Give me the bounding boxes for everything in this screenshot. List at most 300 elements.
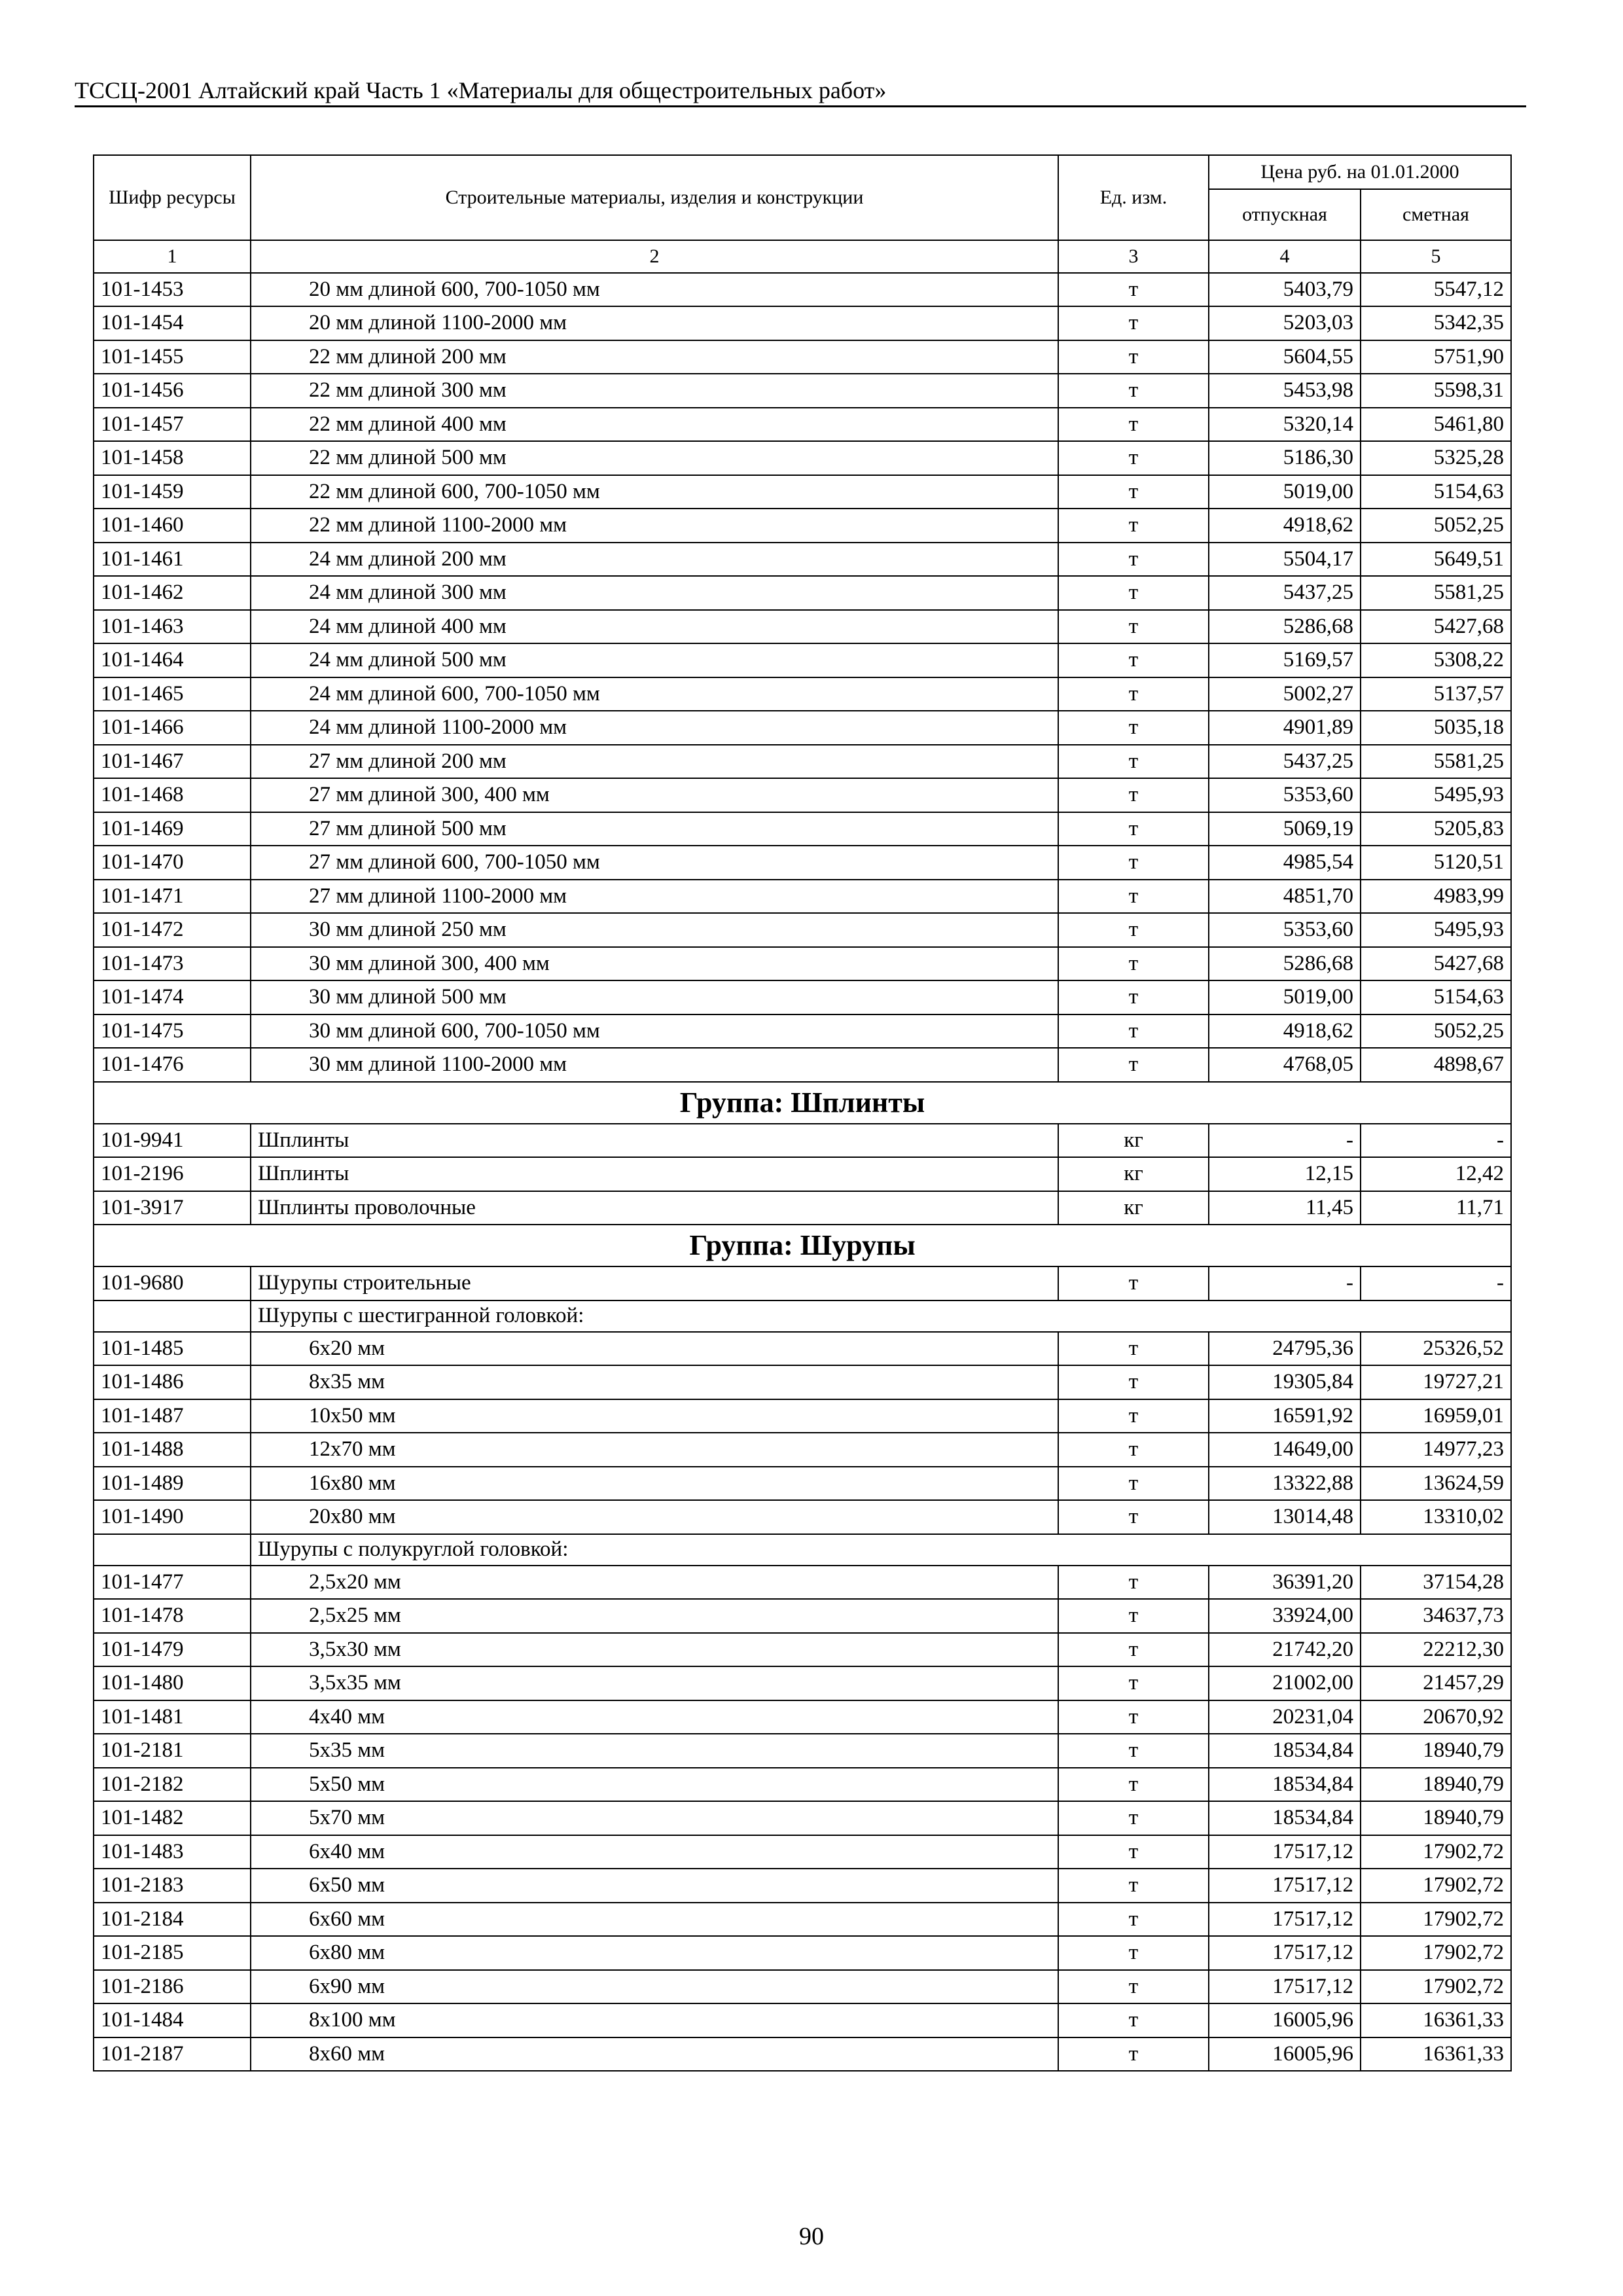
name-cell: 22 мм длиной 600, 700-1050 мм xyxy=(251,475,1058,509)
table-row xyxy=(94,1666,1511,1700)
code-cell: 101-1479 xyxy=(94,1633,251,1667)
table-row xyxy=(94,340,1511,374)
estimate-price-cell: 5495,93 xyxy=(1361,913,1511,947)
unit-cell: т xyxy=(1058,913,1209,947)
estimate-price-cell: 22212,30 xyxy=(1361,1633,1511,1667)
table-body xyxy=(94,273,1511,2072)
estimate-price-cell: 5052,25 xyxy=(1361,509,1511,543)
code-cell: 101-2184 xyxy=(94,1903,251,1937)
release-price-cell: 17517,12 xyxy=(1209,1970,1361,2004)
estimate-price-cell: 4898,67 xyxy=(1361,1048,1511,1082)
code-cell xyxy=(94,1534,251,1566)
estimate-price-cell: 13624,59 xyxy=(1361,1467,1511,1501)
estimate-price-cell: 5598,31 xyxy=(1361,374,1511,408)
name-cell: 5х70 мм xyxy=(251,1801,1058,1835)
release-price-cell: 17517,12 xyxy=(1209,1903,1361,1937)
table-row xyxy=(94,1433,1511,1467)
group-row xyxy=(94,1082,1511,1124)
table-row xyxy=(94,1801,1511,1835)
table-row xyxy=(94,374,1511,408)
unit-cell: т xyxy=(1058,2003,1209,2037)
name-cell: 24 мм длиной 400 мм xyxy=(251,610,1058,644)
table-row xyxy=(94,610,1511,644)
estimate-price-cell: 5325,28 xyxy=(1361,441,1511,475)
column-number: 4 xyxy=(1209,240,1361,273)
table-row xyxy=(94,1332,1511,1366)
table-row xyxy=(94,947,1511,981)
table-row xyxy=(94,711,1511,745)
unit-cell: т xyxy=(1058,1768,1209,1802)
code-cell: 101-2185 xyxy=(94,1936,251,1970)
table-row xyxy=(94,1048,1511,1082)
estimate-price-cell: 11,71 xyxy=(1361,1191,1511,1225)
name-cell: 22 мм длиной 500 мм xyxy=(251,441,1058,475)
table-row xyxy=(94,1936,1511,1970)
table-row xyxy=(94,543,1511,577)
release-price-cell: 18534,84 xyxy=(1209,1801,1361,1835)
code-cell: 101-1484 xyxy=(94,2003,251,2037)
release-price-cell: 17517,12 xyxy=(1209,1936,1361,1970)
unit-cell: т xyxy=(1058,745,1209,779)
code-cell: 101-1462 xyxy=(94,576,251,610)
table-row xyxy=(94,1467,1511,1501)
estimate-price-cell: 16361,33 xyxy=(1361,2037,1511,2072)
name-cell: 8х60 мм xyxy=(251,2037,1058,2072)
unit-cell: т xyxy=(1058,543,1209,577)
unit-cell: т xyxy=(1058,846,1209,880)
header-unit: Ед. изм. xyxy=(1058,155,1209,240)
code-cell: 101-1463 xyxy=(94,610,251,644)
unit-cell: т xyxy=(1058,1566,1209,1600)
table-row xyxy=(94,1266,1511,1300)
unit-cell: т xyxy=(1058,643,1209,677)
code-cell: 101-1471 xyxy=(94,880,251,914)
code-cell: 101-1465 xyxy=(94,677,251,711)
unit-cell: т xyxy=(1058,1734,1209,1768)
column-number: 5 xyxy=(1361,240,1511,273)
code-cell: 101-1487 xyxy=(94,1399,251,1433)
code-cell: 101-1460 xyxy=(94,509,251,543)
release-price-cell: 24795,36 xyxy=(1209,1332,1361,1366)
unit-cell: т xyxy=(1058,475,1209,509)
estimate-price-cell: 17902,72 xyxy=(1361,1835,1511,1869)
unit-cell: т xyxy=(1058,576,1209,610)
estimate-price-cell: 18940,79 xyxy=(1361,1801,1511,1835)
code-cell: 101-1480 xyxy=(94,1666,251,1700)
unit-cell: т xyxy=(1058,778,1209,812)
header-code: Шифр ресурсы xyxy=(94,155,251,240)
name-cell: 6х20 мм xyxy=(251,1332,1058,1366)
estimate-price-cell: - xyxy=(1361,1266,1511,1300)
estimate-price-cell: 5495,93 xyxy=(1361,778,1511,812)
unit-cell: т xyxy=(1058,1500,1209,1534)
estimate-price-cell: 5427,68 xyxy=(1361,947,1511,981)
release-price-cell: 5353,60 xyxy=(1209,913,1361,947)
group-title: Группа: Шурупы xyxy=(94,1225,1511,1266)
code-cell: 101-1472 xyxy=(94,913,251,947)
release-price-cell: 5403,79 xyxy=(1209,273,1361,307)
table-row xyxy=(94,1124,1511,1158)
code-cell: 101-1456 xyxy=(94,374,251,408)
name-cell: 6х90 мм xyxy=(251,1970,1058,2004)
estimate-price-cell: 17902,72 xyxy=(1361,1970,1511,2004)
release-price-cell: 14649,00 xyxy=(1209,1433,1361,1467)
code-cell: 101-2196 xyxy=(94,1157,251,1191)
name-cell: 20 мм длиной 1100-2000 мм xyxy=(251,306,1058,340)
name-cell: 4х40 мм xyxy=(251,1700,1058,1734)
code-cell: 101-1474 xyxy=(94,980,251,1014)
column-number: 2 xyxy=(251,240,1058,273)
release-price-cell: 5186,30 xyxy=(1209,441,1361,475)
code-cell: 101-1486 xyxy=(94,1365,251,1399)
table-row xyxy=(94,846,1511,880)
code-cell: 101-1458 xyxy=(94,441,251,475)
name-cell: 8х100 мм xyxy=(251,2003,1058,2037)
name-cell: 22 мм длиной 300 мм xyxy=(251,374,1058,408)
estimate-price-cell: 5581,25 xyxy=(1361,576,1511,610)
table-row xyxy=(94,576,1511,610)
table-row xyxy=(94,880,1511,914)
release-price-cell: 18534,84 xyxy=(1209,1768,1361,1802)
release-price-cell: 36391,20 xyxy=(1209,1566,1361,1600)
estimate-price-cell: 12,42 xyxy=(1361,1157,1511,1191)
release-price-cell: 12,15 xyxy=(1209,1157,1361,1191)
unit-cell: т xyxy=(1058,1266,1209,1300)
unit-cell: т xyxy=(1058,1936,1209,1970)
unit-cell: т xyxy=(1058,1869,1209,1903)
release-price-cell: 17517,12 xyxy=(1209,1835,1361,1869)
code-cell: 101-3917 xyxy=(94,1191,251,1225)
code-cell: 101-1483 xyxy=(94,1835,251,1869)
table-row xyxy=(94,1700,1511,1734)
name-cell: 30 мм длиной 250 мм xyxy=(251,913,1058,947)
code-cell: 101-2187 xyxy=(94,2037,251,2072)
unit-cell: т xyxy=(1058,1835,1209,1869)
unit-cell: т xyxy=(1058,1467,1209,1501)
estimate-price-cell: 37154,28 xyxy=(1361,1566,1511,1600)
code-cell: 101-1489 xyxy=(94,1467,251,1501)
release-price-cell: - xyxy=(1209,1266,1361,1300)
table-row xyxy=(94,1014,1511,1049)
group-title: Группа: Шплинты xyxy=(94,1082,1511,1124)
release-price-cell: 5353,60 xyxy=(1209,778,1361,812)
table-row xyxy=(94,2037,1511,2072)
price-table xyxy=(93,154,1512,2072)
header-estimate-price: сметная xyxy=(1361,189,1511,240)
code-cell: 101-1461 xyxy=(94,543,251,577)
code-cell: 101-1475 xyxy=(94,1014,251,1049)
release-price-cell: 5286,68 xyxy=(1209,610,1361,644)
estimate-price-cell: 19727,21 xyxy=(1361,1365,1511,1399)
unit-cell: т xyxy=(1058,880,1209,914)
unit-cell: т xyxy=(1058,306,1209,340)
name-cell: 27 мм длиной 600, 700-1050 мм xyxy=(251,846,1058,880)
code-cell: 101-2186 xyxy=(94,1970,251,2004)
release-price-cell: 33924,00 xyxy=(1209,1599,1361,1633)
release-price-cell: 5002,27 xyxy=(1209,677,1361,711)
release-price-cell: 4851,70 xyxy=(1209,880,1361,914)
estimate-price-cell: 5308,22 xyxy=(1361,643,1511,677)
release-price-cell: 19305,84 xyxy=(1209,1365,1361,1399)
table-row xyxy=(94,408,1511,442)
estimate-price-cell: 17902,72 xyxy=(1361,1869,1511,1903)
column-number: 1 xyxy=(94,240,251,273)
table-row xyxy=(94,2003,1511,2037)
name-cell: 30 мм длиной 1100-2000 мм xyxy=(251,1048,1058,1082)
table-row xyxy=(94,1970,1511,2004)
table-row xyxy=(94,441,1511,475)
unit-cell: т xyxy=(1058,947,1209,981)
release-price-cell: 16591,92 xyxy=(1209,1399,1361,1433)
unit-cell: т xyxy=(1058,1599,1209,1633)
page-header: ТССЦ-2001 Алтайский край Часть 1 «Материалы для общестроительных работ» xyxy=(75,73,1526,107)
release-price-cell: 13014,48 xyxy=(1209,1500,1361,1534)
unit-cell: т xyxy=(1058,1014,1209,1049)
name-cell: 30 мм длиной 600, 700-1050 мм xyxy=(251,1014,1058,1049)
estimate-price-cell: 5461,80 xyxy=(1361,408,1511,442)
code-cell: 101-1459 xyxy=(94,475,251,509)
name-cell: 10х50 мм xyxy=(251,1399,1058,1433)
table-row xyxy=(94,1399,1511,1433)
unit-cell: т xyxy=(1058,711,1209,745)
release-price-cell: 5203,03 xyxy=(1209,306,1361,340)
name-cell: 6х50 мм xyxy=(251,1869,1058,1903)
name-cell: 20 мм длиной 600, 700-1050 мм xyxy=(251,273,1058,307)
table-row xyxy=(94,1191,1511,1225)
release-price-cell: 5286,68 xyxy=(1209,947,1361,981)
code-cell: 101-1470 xyxy=(94,846,251,880)
name-cell: 30 мм длиной 500 мм xyxy=(251,980,1058,1014)
unit-cell: кг xyxy=(1058,1191,1209,1225)
table-row xyxy=(94,1768,1511,1802)
estimate-price-cell: 5052,25 xyxy=(1361,1014,1511,1049)
estimate-price-cell: 14977,23 xyxy=(1361,1433,1511,1467)
release-price-cell: 4918,62 xyxy=(1209,1014,1361,1049)
unit-cell: т xyxy=(1058,1399,1209,1433)
estimate-price-cell: 5154,63 xyxy=(1361,980,1511,1014)
unit-cell: т xyxy=(1058,1666,1209,1700)
page-number: 90 xyxy=(799,2223,824,2250)
release-price-cell: 5504,17 xyxy=(1209,543,1361,577)
code-cell: 101-1455 xyxy=(94,340,251,374)
name-cell: 27 мм длиной 300, 400 мм xyxy=(251,778,1058,812)
name-cell: 6х60 мм xyxy=(251,1903,1058,1937)
unit-cell: т xyxy=(1058,273,1209,307)
unit-cell: т xyxy=(1058,509,1209,543)
code-cell: 101-1477 xyxy=(94,1566,251,1600)
estimate-price-cell: 16959,01 xyxy=(1361,1399,1511,1433)
group-row xyxy=(94,1225,1511,1266)
estimate-price-cell: 18940,79 xyxy=(1361,1734,1511,1768)
code-cell: 101-1490 xyxy=(94,1500,251,1534)
code-cell: 101-1481 xyxy=(94,1700,251,1734)
unit-cell: т xyxy=(1058,980,1209,1014)
code-cell: 101-1478 xyxy=(94,1599,251,1633)
unit-cell: т xyxy=(1058,812,1209,846)
table-row xyxy=(94,980,1511,1014)
estimate-price-cell: 16361,33 xyxy=(1361,2003,1511,2037)
column-number: 3 xyxy=(1058,240,1209,273)
table-row xyxy=(94,745,1511,779)
name-cell: 24 мм длиной 600, 700-1050 мм xyxy=(251,677,1058,711)
table-row xyxy=(94,1566,1511,1600)
code-cell: 101-1485 xyxy=(94,1332,251,1366)
estimate-price-cell: 5751,90 xyxy=(1361,340,1511,374)
subheading-row xyxy=(94,1534,1511,1566)
estimate-price-cell: 13310,02 xyxy=(1361,1500,1511,1534)
code-cell: 101-2182 xyxy=(94,1768,251,1802)
estimate-price-cell: 17902,72 xyxy=(1361,1903,1511,1937)
table-row xyxy=(94,1869,1511,1903)
release-price-cell: 5453,98 xyxy=(1209,374,1361,408)
estimate-price-cell: 21457,29 xyxy=(1361,1666,1511,1700)
release-price-cell: 5019,00 xyxy=(1209,475,1361,509)
name-cell: 2,5х20 мм xyxy=(251,1566,1058,1600)
table-row xyxy=(94,1903,1511,1937)
table-row xyxy=(94,1599,1511,1633)
estimate-price-cell: 18940,79 xyxy=(1361,1768,1511,1802)
unit-cell: т xyxy=(1058,1700,1209,1734)
table-row xyxy=(94,913,1511,947)
unit-cell: т xyxy=(1058,374,1209,408)
code-cell: 101-1482 xyxy=(94,1801,251,1835)
estimate-price-cell: 20670,92 xyxy=(1361,1700,1511,1734)
estimate-price-cell: 17902,72 xyxy=(1361,1936,1511,1970)
name-cell: Шплинты xyxy=(251,1124,1058,1158)
table-row xyxy=(94,509,1511,543)
release-price-cell: 5437,25 xyxy=(1209,745,1361,779)
name-cell: 24 мм длиной 200 мм xyxy=(251,543,1058,577)
release-price-cell: 4918,62 xyxy=(1209,509,1361,543)
name-cell: 27 мм длиной 200 мм xyxy=(251,745,1058,779)
unit-cell: т xyxy=(1058,610,1209,644)
name-cell: 3,5х30 мм xyxy=(251,1633,1058,1667)
table-row xyxy=(94,778,1511,812)
estimate-price-cell: 5137,57 xyxy=(1361,677,1511,711)
name-cell: 16х80 мм xyxy=(251,1467,1058,1501)
code-cell: 101-1453 xyxy=(94,273,251,307)
release-price-cell: 5320,14 xyxy=(1209,408,1361,442)
release-price-cell: 4985,54 xyxy=(1209,846,1361,880)
release-price-cell: 13322,88 xyxy=(1209,1467,1361,1501)
name-cell: 5х50 мм xyxy=(251,1768,1058,1802)
code-cell: 101-1464 xyxy=(94,643,251,677)
name-cell: Шурупы строительные xyxy=(251,1266,1058,1300)
code-cell: 101-1466 xyxy=(94,711,251,745)
estimate-price-cell: 5120,51 xyxy=(1361,846,1511,880)
table-row xyxy=(94,273,1511,307)
estimate-price-cell: 5581,25 xyxy=(1361,745,1511,779)
estimate-price-cell: - xyxy=(1361,1124,1511,1158)
name-cell: 30 мм длиной 300, 400 мм xyxy=(251,947,1058,981)
release-price-cell: 5437,25 xyxy=(1209,576,1361,610)
name-cell: 24 мм длиной 1100-2000 мм xyxy=(251,711,1058,745)
code-cell: 101-1488 xyxy=(94,1433,251,1467)
name-cell: Шплинты xyxy=(251,1157,1058,1191)
header-name: Строительные материалы, изделия и конструкции xyxy=(251,155,1058,240)
name-cell: 22 мм длиной 200 мм xyxy=(251,340,1058,374)
code-cell: 101-1476 xyxy=(94,1048,251,1082)
code-cell: 101-2183 xyxy=(94,1869,251,1903)
release-price-cell: 5169,57 xyxy=(1209,643,1361,677)
name-cell: 27 мм длиной 500 мм xyxy=(251,812,1058,846)
code-cell xyxy=(94,1300,251,1332)
name-cell: 5х35 мм xyxy=(251,1734,1058,1768)
estimate-price-cell: 25326,52 xyxy=(1361,1332,1511,1366)
name-cell: 22 мм длиной 1100-2000 мм xyxy=(251,509,1058,543)
subheading-title: Шурупы с полукруглой головкой: xyxy=(251,1534,1511,1566)
release-price-cell: 5069,19 xyxy=(1209,812,1361,846)
release-price-cell: 11,45 xyxy=(1209,1191,1361,1225)
table-row xyxy=(94,475,1511,509)
unit-cell: т xyxy=(1058,2037,1209,2072)
estimate-price-cell: 5649,51 xyxy=(1361,543,1511,577)
estimate-price-cell: 34637,73 xyxy=(1361,1599,1511,1633)
table-row xyxy=(94,643,1511,677)
unit-cell: т xyxy=(1058,441,1209,475)
release-price-cell: 5604,55 xyxy=(1209,340,1361,374)
release-price-cell: 21002,00 xyxy=(1209,1666,1361,1700)
name-cell: 22 мм длиной 400 мм xyxy=(251,408,1058,442)
estimate-price-cell: 5205,83 xyxy=(1361,812,1511,846)
estimate-price-cell: 5427,68 xyxy=(1361,610,1511,644)
unit-cell: т xyxy=(1058,1365,1209,1399)
unit-cell: т xyxy=(1058,1903,1209,1937)
header-price: Цена руб. на 01.01.2000 xyxy=(1209,155,1511,189)
release-price-cell: 16005,96 xyxy=(1209,2003,1361,2037)
release-price-cell: 4901,89 xyxy=(1209,711,1361,745)
release-price-cell: 4768,05 xyxy=(1209,1048,1361,1082)
code-cell: 101-1467 xyxy=(94,745,251,779)
table-row xyxy=(94,677,1511,711)
name-cell: 27 мм длиной 1100-2000 мм xyxy=(251,880,1058,914)
name-cell: 2,5х25 мм xyxy=(251,1599,1058,1633)
release-price-cell: 17517,12 xyxy=(1209,1869,1361,1903)
table-row xyxy=(94,1835,1511,1869)
unit-cell: кг xyxy=(1058,1124,1209,1158)
release-price-cell: 5019,00 xyxy=(1209,980,1361,1014)
header-release-price: отпускная xyxy=(1209,189,1361,240)
name-cell: 20х80 мм xyxy=(251,1500,1058,1534)
unit-cell: т xyxy=(1058,1801,1209,1835)
release-price-cell: 18534,84 xyxy=(1209,1734,1361,1768)
name-cell: Шплинты проволочные xyxy=(251,1191,1058,1225)
table-row xyxy=(94,1734,1511,1768)
name-cell: 3,5х35 мм xyxy=(251,1666,1058,1700)
table-row xyxy=(94,1633,1511,1667)
table-row xyxy=(94,306,1511,340)
code-cell: 101-9941 xyxy=(94,1124,251,1158)
estimate-price-cell: 5154,63 xyxy=(1361,475,1511,509)
code-cell: 101-2181 xyxy=(94,1734,251,1768)
name-cell: 6х40 мм xyxy=(251,1835,1058,1869)
code-cell: 101-1457 xyxy=(94,408,251,442)
table-row xyxy=(94,812,1511,846)
code-cell: 101-1473 xyxy=(94,947,251,981)
unit-cell: т xyxy=(1058,1332,1209,1366)
name-cell: 24 мм длиной 300 мм xyxy=(251,576,1058,610)
unit-cell: т xyxy=(1058,1970,1209,2004)
unit-cell: т xyxy=(1058,677,1209,711)
release-price-cell: 20231,04 xyxy=(1209,1700,1361,1734)
code-cell: 101-1469 xyxy=(94,812,251,846)
unit-cell: т xyxy=(1058,408,1209,442)
name-cell: 12х70 мм xyxy=(251,1433,1058,1467)
subheading-title: Шурупы с шестигранной головкой: xyxy=(251,1300,1511,1332)
release-price-cell: - xyxy=(1209,1124,1361,1158)
code-cell: 101-1468 xyxy=(94,778,251,812)
name-cell: 8х35 мм xyxy=(251,1365,1058,1399)
